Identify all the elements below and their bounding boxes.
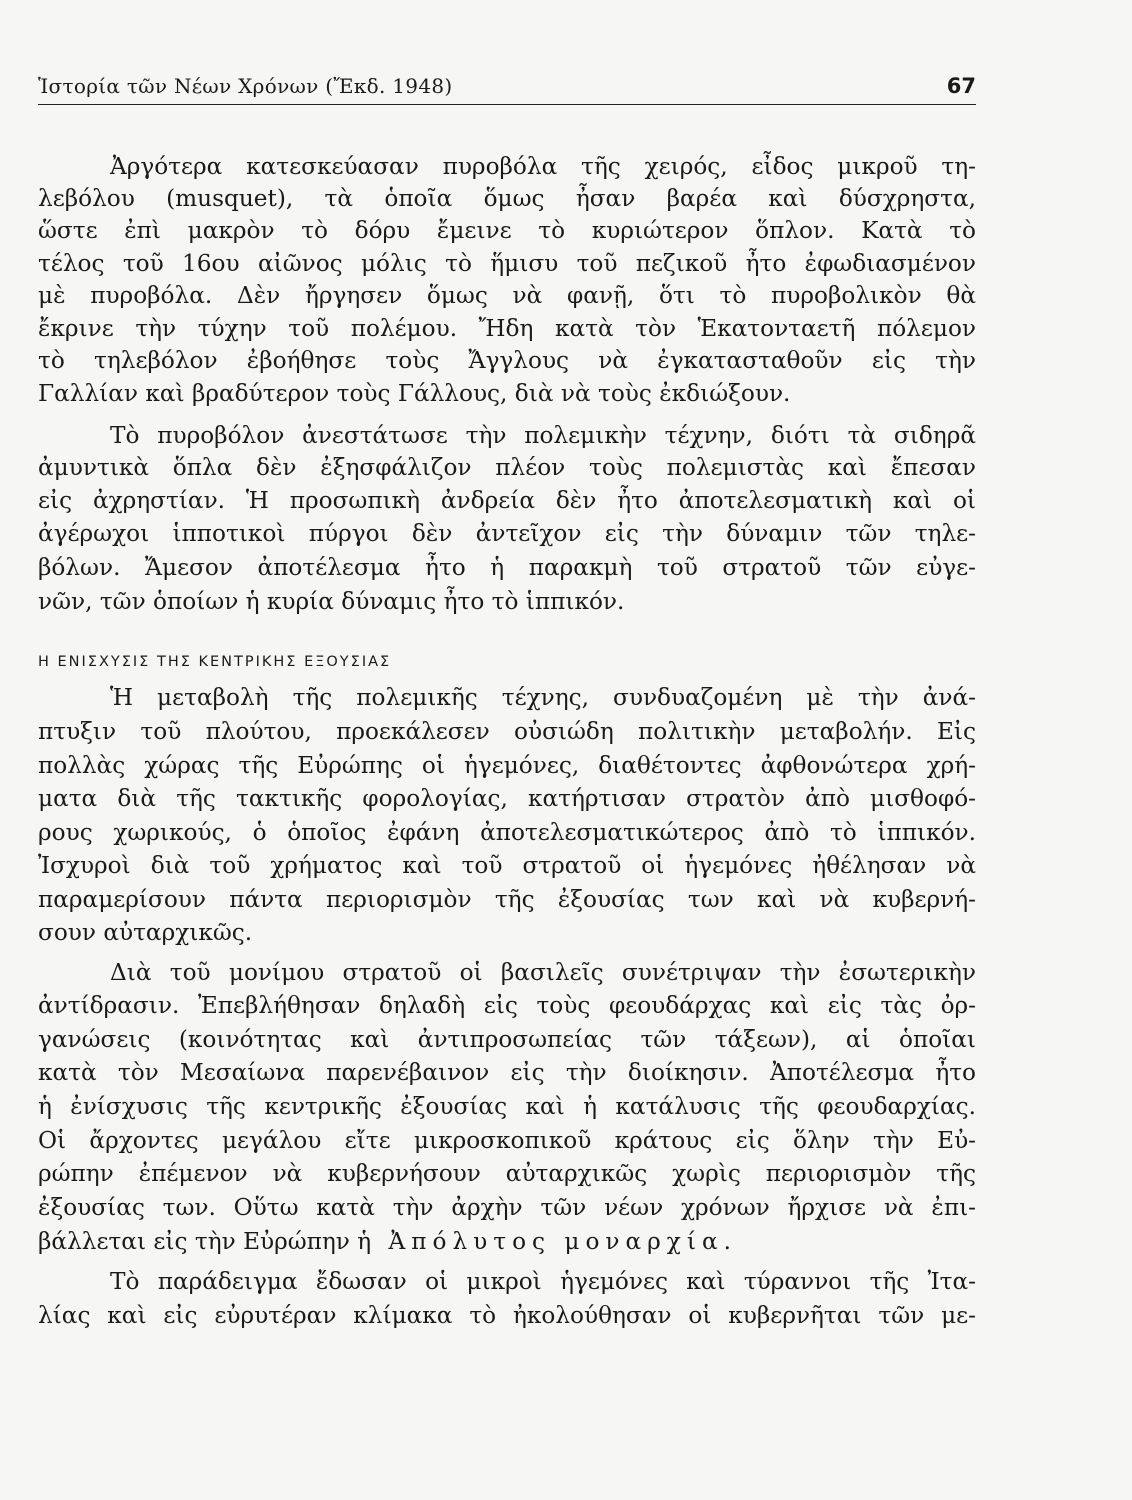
text-line: λεβόλου (musquet), τὰ ὁποῖα ὅμως ἦσαν βαρέα καὶ δύσχρηστα, — [38, 185, 976, 212]
text-line: ἐξουσίας των. Οὕτω κατὰ τὴν ἀρχὴν τῶν νέων χρόνων ἤρχισε νὰ ἐπι- — [38, 1194, 976, 1221]
text-line: Τὸ πυροβόλον ἀνεστάτωσε τὴν πολεμικὴν τέχνην, διότι τὰ σιδηρᾶ — [110, 422, 976, 449]
text-line: πτυξιν τοῦ πλούτου, προεκάλεσεν οὐσιώδη πολιτικὴν μεταβολήν. Εἰς — [38, 718, 976, 745]
text-line: Ἀργότερα κατεσκεύασαν πυροβόλα τῆς χειρός, εἶδος μικροῦ τη- — [110, 153, 976, 180]
text-line: Τὸ παράδειγμα ἔδωσαν οἱ μικροὶ ἡγεμόνες καὶ τύραννοι τῆς Ἰτα- — [110, 1268, 976, 1295]
text-line: παραμερίσουν πάντα περιορισμὸν τῆς ἐξουσίας των καὶ νὰ κυβερνή- — [38, 886, 976, 913]
section-heading: Η ΕΝΙΣΧΥΣΙΣ ΤΗΣ ΚΕΝΤΡΙΚΗΣ ΕΞΟΥΣΙΑΣ — [38, 654, 392, 670]
text-span: βάλλεται εἰς τὴν Εὐρώπην ἡ — [38, 1228, 372, 1255]
text-line: ὥστε ἐπὶ μακρὸν τὸ δόρυ ἔμεινε τὸ κυριώτερον ὅπλον. Κατὰ τὸ — [38, 217, 976, 244]
text-line: σουν αὐταρχικῶς. — [38, 919, 253, 946]
text-line: γανώσεις (κοινότητας καὶ ἀντιπροσωπείας τῶν τάξεων), αἱ ὁποῖαι — [38, 1026, 976, 1053]
text-line: κατὰ τὸν Μεσαίωνα παρενέβαινον εἰς τὴν διοίκησιν. Ἀποτέλεσμα ἦτο — [38, 1059, 976, 1086]
text-line: ἀγέρωχοι ἱπποτικοὶ πύργοι δὲν ἀντεῖχον εἰς τὴν δύναμιν τῶν τηλε- — [38, 520, 976, 547]
text-line: νῶν, τῶν ὁποίων ἡ κυρία δύναμις ἦτο τὸ ἱππικόν. — [38, 588, 625, 615]
emphasized-term: Ἀπόλυτος μοναρχία. — [388, 1228, 737, 1255]
text-line — [38, 1226, 976, 1258]
text-line: τέλος τοῦ 16ου αἰῶνος μόλις τὸ ἥμισυ τοῦ πεζικοῦ ἦτο ἐφωδιασμένον — [38, 250, 976, 277]
text-line: ρους χωρικούς, ὁ ὁποῖος ἐφάνη ἀποτελεσματικώτερος ἀπὸ τὸ ἱππικόν. — [38, 819, 976, 846]
text-line: εἰς ἀχρηστίαν. Ἡ προσωπικὴ ἀνδρεία δὲν ἦτο ἀποτελεσματικὴ καὶ οἱ — [38, 487, 976, 514]
text-line: βόλων. Ἄμεσον ἀποτέλεσμα ἦτο ἡ παρακμὴ τοῦ στρατοῦ τῶν εὐγε- — [38, 554, 976, 581]
text-line: ἡ ἐνίσχυσις τῆς κεντρικῆς ἐξουσίας καὶ ἡ κατάλυσις τῆς φεουδαρχίας. — [38, 1093, 976, 1120]
text-line: ρώπην ἐπέμενον νὰ κυβερνήσουν αὐταρχικῶς χωρὶς περιορισμὸν τῆς — [38, 1160, 976, 1187]
page-number: 67 — [946, 74, 976, 98]
text-line: Ἰσχυροὶ διὰ τοῦ χρήματος καὶ τοῦ στρατοῦ οἱ ἡγεμόνες ἠθέλησαν νὰ — [38, 852, 976, 879]
text-line: μὲ πυροβόλα. Δὲν ἤργησεν ὅμως νὰ φανῇ, ὅτι τὸ πυροβολικὸν θὰ — [38, 282, 976, 309]
text-line: λίας καὶ εἰς εὐρυτέραν κλίμακα τὸ ἠκολούθησαν οἱ κυβερνῆται τῶν με- — [38, 1302, 976, 1329]
text-line: ἀμυντικὰ ὅπλα δὲν ἐξησφάλιζον πλέον τοὺς πολεμιστὰς καὶ ἔπεσαν — [38, 454, 976, 481]
text-line: Οἱ ἄρχοντες μεγάλου εἴτε μικροσκοπικοῦ κράτους εἰς ὅλην τὴν Εὐ- — [38, 1127, 976, 1154]
text-line: ματα διὰ τῆς τακτικῆς φορολογίας, κατήρτισαν στρατὸν ἀπὸ μισθοφό- — [38, 785, 976, 812]
header-title: Ἱστορία τῶν Νέων Χρόνων (Ἔκδ. 1948) — [38, 74, 453, 98]
text-line: τὸ τηλεβόλον ἐβοήθησε τοὺς Ἄγγλους νὰ ἐγκατασταθοῦν εἰς τὴν — [38, 347, 976, 374]
text-line: Ἡ μεταβολὴ τῆς πολεμικῆς τέχνης, συνδυαζομένη μὲ τὴν ἀνά- — [110, 684, 976, 711]
running-header — [38, 74, 976, 105]
text-line: πολλὰς χώρας τῆς Εὐρώπης οἱ ἡγεμόνες, διαθέτοντες ἀφθονώτερα χρή- — [38, 752, 976, 779]
text-line: ἔκρινε τὴν τύχην τοῦ πολέμου. Ἤδη κατὰ τὸν Ἑκατονταετῆ πόλεμον — [38, 315, 976, 342]
text-line: Γαλλίαν καὶ βραδύτερον τοὺς Γάλλους, διὰ νὰ τοὺς ἐκδιώξουν. — [38, 380, 791, 407]
text-line: Διὰ τοῦ μονίμου στρατοῦ οἱ βασιλεῖς συνέτριψαν τὴν ἐσωτερικὴν — [110, 959, 976, 986]
text-line: ἀντίδρασιν. Ἐπεβλήθησαν δηλαδὴ εἰς τοὺς φεουδάρχας καὶ εἰς τὰς ὀρ- — [38, 992, 976, 1019]
